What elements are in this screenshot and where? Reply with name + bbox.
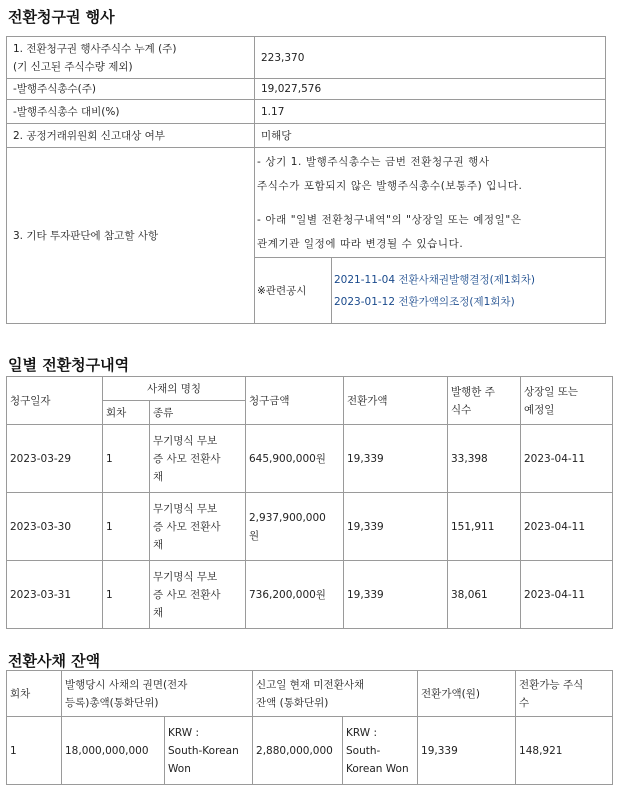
header-remaining: 신고일 현재 미전환사채 잔액 (통화단위): [253, 671, 418, 717]
total-shares-value: 19,027,576: [255, 79, 606, 100]
row-listing: 2023-04-11: [521, 425, 613, 493]
conversion-summary-table: [6, 36, 606, 324]
header-convertible-shares: 전환가능 주식 수: [516, 671, 613, 717]
section-title-daily: 일별 전환청구내역: [8, 356, 130, 374]
section-title-conversion: 전환청구권 행사: [8, 8, 115, 26]
header-round: 회차: [103, 401, 150, 425]
header-bond-name: 사채의 명칭: [103, 377, 246, 401]
balance-face-currency: KRW : South-Korean Won: [165, 717, 253, 785]
header-amount: 청구금액: [246, 377, 344, 425]
header-kind: 종류: [150, 401, 246, 425]
table-row: [7, 79, 606, 100]
cumulative-shares-value: 223,370: [255, 37, 606, 79]
related-link-1[interactable]: 2021-11-04 전환사채권발행결정(제1회차): [334, 273, 535, 286]
row-shares: 33,398: [448, 425, 521, 493]
bond-balance-table: [6, 670, 613, 785]
header-price: 전환가액: [344, 377, 448, 425]
header-listing: 상장일 또는 예정일: [521, 377, 613, 425]
row-shares: 151,911: [448, 493, 521, 561]
table-row: [7, 377, 613, 401]
table-row: [7, 493, 613, 561]
row-listing: 2023-04-11: [521, 561, 613, 629]
header-face-value: 발행당시 사채의 권면(전자 등록)총액(통화단위): [62, 671, 253, 717]
other-info-label: 3. 기타 투자판단에 참고할 사항: [7, 148, 255, 324]
table-row: [7, 37, 606, 79]
row-date: 2023-03-31: [7, 561, 103, 629]
related-link-2[interactable]: 2023-01-12 전환가액의조정(제1회차): [334, 295, 515, 308]
row-amount: 736,200,000원: [246, 561, 344, 629]
section-title-balance: 전환사채 잔액: [8, 652, 101, 670]
table-row: [7, 124, 606, 148]
row-price: 19,339: [344, 425, 448, 493]
cumulative-shares-label: 1. 전환청구권 행사주식수 누계 (주) (기 신고된 주식수량 제외): [7, 37, 255, 79]
ratio-label: -발행주식총수 대비(%): [7, 100, 255, 124]
balance-round: 1: [7, 717, 62, 785]
header-date: 청구일자: [7, 377, 103, 425]
row-price: 19,339: [344, 493, 448, 561]
row-date: 2023-03-30: [7, 493, 103, 561]
row-price: 19,339: [344, 561, 448, 629]
balance-conversion-price: 19,339: [418, 717, 516, 785]
ratio-value: 1.17: [255, 100, 606, 124]
row-shares: 38,061: [448, 561, 521, 629]
row-kind: 무기명식 무보 증 사모 전환사 채: [150, 561, 246, 629]
row-amount: 645,900,000원: [246, 425, 344, 493]
table-row: [7, 561, 613, 629]
row-round: 1: [103, 493, 150, 561]
table-row: [7, 717, 613, 785]
row-date: 2023-03-29: [7, 425, 103, 493]
balance-convertible-shares: 148,921: [516, 717, 613, 785]
row-amount: 2,937,900,000 원: [246, 493, 344, 561]
row-kind: 무기명식 무보 증 사모 전환사 채: [150, 425, 246, 493]
row-kind: 무기명식 무보 증 사모 전환사 채: [150, 493, 246, 561]
total-shares-label: -발행주식총수(주): [7, 79, 255, 100]
header-shares: 발행한 주 식수: [448, 377, 521, 425]
related-disclosure-label: ※관련공시: [255, 258, 332, 324]
balance-remaining: 2,880,000,000: [253, 717, 343, 785]
ftc-report-value: 미해당: [255, 124, 606, 148]
row-round: 1: [103, 425, 150, 493]
balance-remaining-currency: KRW : South- Korean Won: [343, 717, 418, 785]
daily-conversion-table: [6, 376, 613, 629]
ftc-report-label: 2. 공정거래위원회 신고대상 여부: [7, 124, 255, 148]
header-conversion-price: 전환가액(원): [418, 671, 516, 717]
table-row: [7, 148, 606, 258]
other-info-notes: - 상기 1. 발행주식총수는 금번 전환청구권 행사 주식수가 포함되지 않은 발행주식총수(보통주) 입니다. - 아래 "일별 전환청구내역"의 "상장일 또는 예정일"은 관계기관 일정에 따라 변경될 수 있습니다.: [255, 148, 606, 258]
row-listing: 2023-04-11: [521, 493, 613, 561]
table-row: [7, 100, 606, 124]
row-round: 1: [103, 561, 150, 629]
table-row: [7, 671, 613, 717]
table-row: [7, 425, 613, 493]
header-round: 회차: [7, 671, 62, 717]
balance-face-value: 18,000,000,000: [62, 717, 165, 785]
related-disclosure-links: [332, 258, 606, 324]
